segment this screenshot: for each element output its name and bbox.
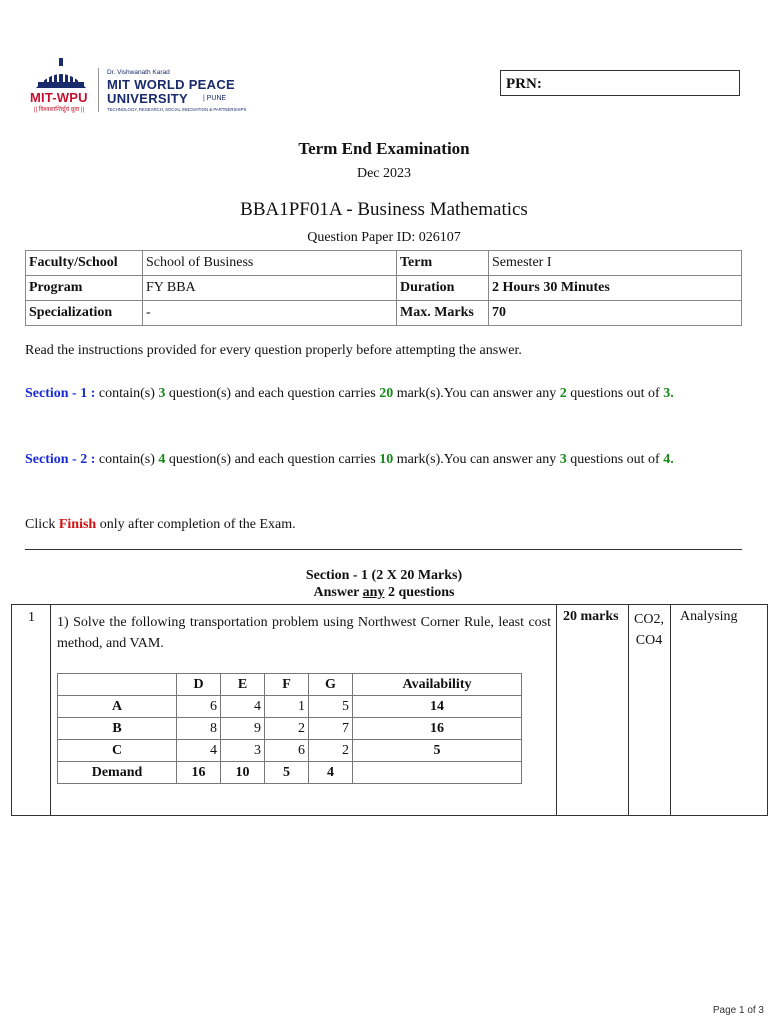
section-1-instruction — [25, 383, 742, 405]
general-instruction: Read the instructions provided for every question properly before attempting the answer. — [25, 343, 522, 358]
logo-name-line1: MIT WORLD PEACE — [107, 77, 235, 92]
demand-cell: 16 — [177, 762, 221, 784]
transportation-table — [57, 673, 522, 784]
table-header: F — [265, 674, 309, 696]
logo-name-line2: UNIVERSITY — [107, 91, 189, 106]
table-header — [58, 674, 177, 696]
question-count: 3 — [158, 386, 166, 401]
instruction-text: Click — [25, 517, 59, 532]
instruction-text: contain(s) — [95, 452, 159, 467]
prn-box[interactable] — [500, 70, 740, 96]
table-header: E — [221, 674, 265, 696]
info-value: FY BBA — [143, 276, 397, 301]
table-row — [58, 740, 522, 762]
logo-short-name: MIT-WPU — [30, 90, 88, 105]
instruction-text: questions out of — [566, 386, 664, 401]
info-value: 70 — [489, 301, 742, 326]
section-title: Section - 1 (2 X 20 Marks) — [305, 568, 463, 583]
finish-instruction — [25, 514, 742, 536]
exam-title: Term End Examination — [298, 139, 470, 158]
exam-info-table — [25, 250, 742, 326]
prn-label: PRN: — [506, 76, 542, 92]
demand-cell — [353, 762, 522, 784]
info-label: Duration — [397, 276, 489, 301]
question-marks: 20 marks — [563, 609, 619, 624]
question-text: 1) Solve the following transportation problem using Northwest Corner Rule, least cost method, and VAM. — [57, 615, 551, 651]
row-label: A — [58, 696, 177, 718]
instruction-text: questions out of — [566, 452, 664, 467]
section-2-instruction — [25, 449, 742, 471]
section-label: Section - 1 : — [25, 386, 96, 401]
info-value: - — [143, 301, 397, 326]
availability-cell: 5 — [353, 740, 522, 762]
exam-date: Dec 2023 — [356, 166, 412, 181]
finish-keyword: Finish — [58, 517, 97, 532]
availability-cell: 16 — [353, 718, 522, 740]
section-subtitle — [0, 584, 768, 601]
info-label: Specialization — [26, 301, 143, 326]
table-header: G — [309, 674, 353, 696]
section-header — [0, 567, 768, 601]
row-label: C — [58, 740, 177, 762]
table-row — [26, 276, 742, 301]
question-number: 1 — [28, 610, 35, 625]
university-logo — [28, 56, 247, 116]
instruction-text: mark(s).You can answer any — [393, 386, 560, 401]
table-cell: 4 — [221, 696, 265, 718]
column-divider — [556, 605, 557, 815]
divider — [25, 549, 742, 550]
instruction-text: question(s) and each question carries — [165, 386, 380, 401]
table-row — [26, 301, 742, 326]
logo-motto: TECHNOLOGY, RESEARCH, SOCIAL INNOVATION & PARTNERSHIPS — [107, 107, 247, 112]
question-marks: 20 — [379, 386, 394, 401]
table-cell: 7 — [309, 718, 353, 740]
demand-cell: 5 — [265, 762, 309, 784]
total-count: 4. — [663, 452, 674, 467]
table-row — [26, 251, 742, 276]
table-cell: 4 — [177, 740, 221, 762]
table-cell: 9 — [221, 718, 265, 740]
column-divider — [50, 605, 51, 815]
question-table — [11, 604, 768, 816]
answer-count: 2 — [559, 386, 567, 401]
total-count: 3. — [663, 386, 674, 401]
instruction-text: mark(s).You can answer any — [393, 452, 560, 467]
info-label: Max. Marks — [397, 301, 489, 326]
table-cell: 1 — [265, 696, 309, 718]
availability-cell: 14 — [353, 696, 522, 718]
table-cell: 6 — [177, 696, 221, 718]
table-header: Availability — [353, 674, 522, 696]
co-line: CO4 — [635, 633, 663, 648]
instruction-text: only after completion of the Exam. — [96, 517, 296, 532]
table-row — [58, 696, 522, 718]
column-divider — [628, 605, 629, 815]
table-cell: 6 — [265, 740, 309, 762]
course-title: BBA1PF01A - Business Mathematics — [240, 199, 528, 220]
course-outcomes — [631, 609, 667, 651]
instruction-text: contain(s) — [95, 386, 159, 401]
table-header: D — [177, 674, 221, 696]
answer-count: 3 — [559, 452, 567, 467]
logo-divider — [98, 68, 99, 112]
table-cell: 8 — [177, 718, 221, 740]
info-label: Term — [397, 251, 489, 276]
info-value: Semester I — [489, 251, 742, 276]
instruction-text: question(s) and each question carries — [165, 452, 380, 467]
subtitle-text: Answer — [313, 585, 363, 600]
info-value: 2 Hours 30 Minutes — [489, 276, 742, 301]
table-row — [58, 718, 522, 740]
logo-founder: Dr. Vishwanath Karad — [107, 69, 170, 76]
section-label: Section - 2 : — [25, 452, 96, 467]
row-label: Demand — [58, 762, 177, 784]
demand-cell: 10 — [221, 762, 265, 784]
question-count: 4 — [158, 452, 166, 467]
table-cell: 5 — [309, 696, 353, 718]
subtitle-text: 2 questions — [384, 585, 455, 600]
question-marks: 10 — [379, 452, 394, 467]
table-cell: 2 — [265, 718, 309, 740]
logo-city: | PUNE — [203, 95, 227, 102]
co-line: CO2, — [634, 612, 664, 627]
table-row — [58, 674, 522, 696]
table-cell: 2 — [309, 740, 353, 762]
info-label: Faculty/School — [26, 251, 143, 276]
subtitle-underlined: any — [362, 585, 385, 600]
table-cell: 3 — [221, 740, 265, 762]
info-label: Program — [26, 276, 143, 301]
table-row — [58, 762, 522, 784]
info-value: School of Business — [143, 251, 397, 276]
demand-cell: 4 — [309, 762, 353, 784]
column-divider — [670, 605, 671, 815]
page-number: Page 1 of 3 — [712, 1005, 764, 1016]
logo-tagline: || विश्वशान्तिर्ध्रुवं ध्रुवा || — [34, 107, 85, 113]
row-label: B — [58, 718, 177, 740]
bloom-level: Analysing — [680, 609, 738, 624]
question-paper-id: Question Paper ID: 026107 — [307, 230, 461, 245]
